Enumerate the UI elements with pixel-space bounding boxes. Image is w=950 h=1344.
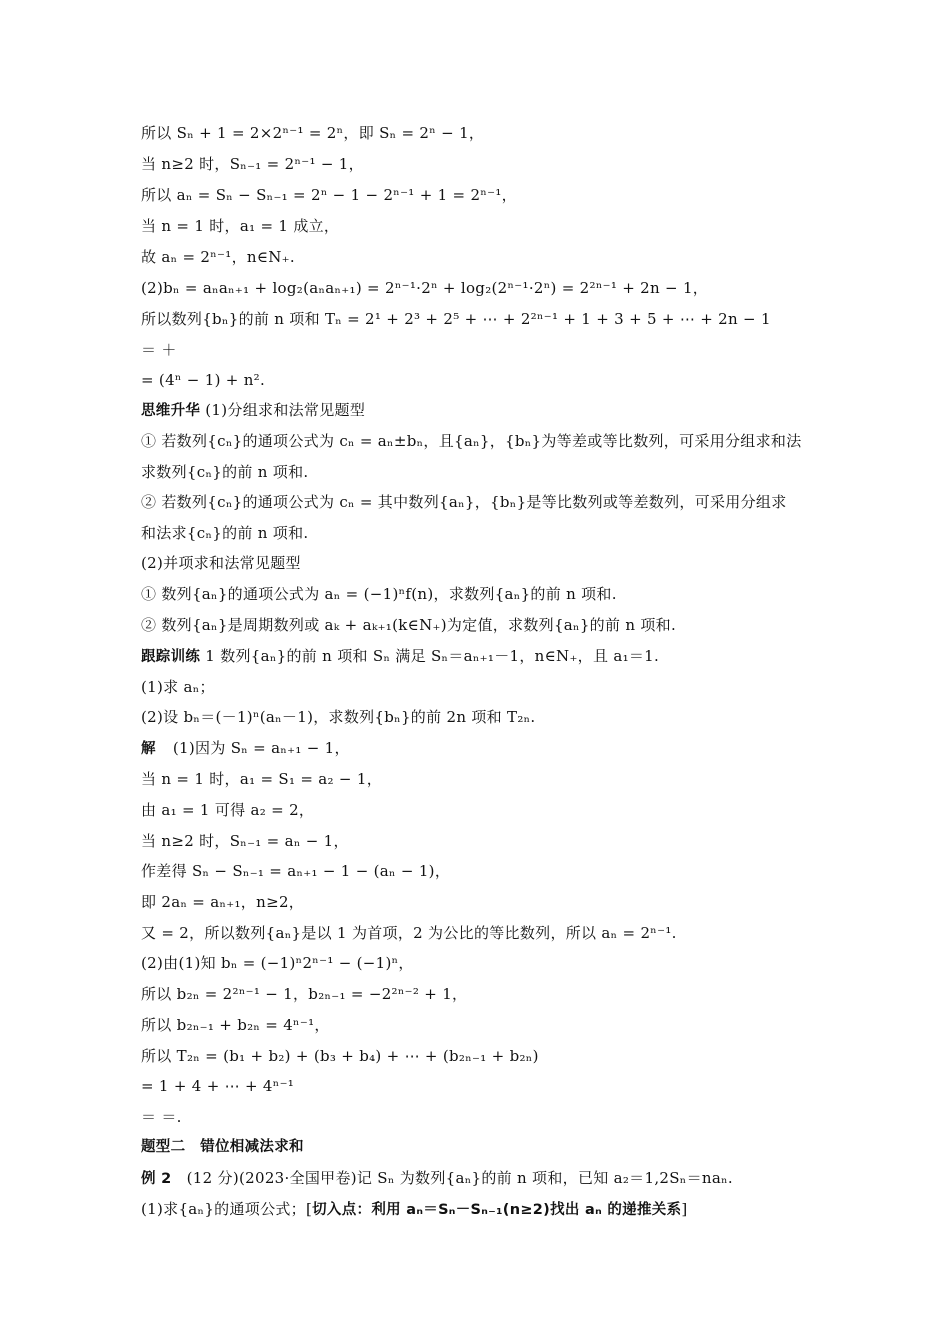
question-text: (1)求{aₙ}的通项公式；[ — [141, 1200, 313, 1218]
text-line: 当 n≥2 时，Sₙ₋₁ = aₙ − 1， — [141, 832, 349, 850]
text-line: 和法求{cₙ}的前 n 项和. — [141, 524, 309, 542]
solution-label: 解 — [141, 741, 156, 757]
text-line: 所以 T₂ₙ = (b₁ + b₂) + (b₃ + b₄) + ⋯ + (b₂ₙ₋₁ + b₂ₙ) — [141, 1047, 539, 1065]
text-line: = 1 + 4 + ⋯ + 4ⁿ⁻¹ — [141, 1077, 295, 1095]
text-line: 所以数列{bₙ}的前 n 项和 Tₙ = 2¹ + 2³ + 2⁵ + ⋯ + 2²ⁿ⁻¹ + 1 + 3 + 5 + ⋯ + 2n − 1 — [141, 310, 771, 328]
text-line: = (4ⁿ − 1) + n². — [141, 371, 266, 389]
text-line: 求数列{cₙ}的前 n 项和. — [141, 463, 309, 481]
example-label: 例 2 — [141, 1171, 172, 1187]
text-line: 所以 b₂ₙ = 2²ⁿ⁻¹ − 1，b₂ₙ₋₁ = −2²ⁿ⁻² + 1， — [141, 985, 468, 1003]
practice-heading — [141, 646, 659, 667]
text-line: 由 a₁ = 1 可得 a₂ = 2， — [141, 801, 315, 819]
hint-close: ] — [681, 1200, 688, 1218]
hint-text: 切入点：利用 aₙ＝Sₙ－Sₙ₋₁(n≥2)找出 aₙ 的递推关系 — [312, 1202, 682, 1218]
text-line: 当 n = 1 时，a₁ = 1 成立， — [141, 217, 340, 235]
text-line: 故 aₙ = 2ⁿ⁻¹，n∈N₊. — [141, 248, 295, 266]
section-heading: 题型二 错位相减法求和 — [141, 1139, 304, 1155]
text-line: 所以 aₙ = Sₙ − Sₙ₋₁ = 2ⁿ − 1 − 2ⁿ⁻¹ + 1 = 2ⁿ⁻¹， — [141, 186, 517, 204]
text-line: (2)由(1)知 bₙ = (−1)ⁿ2ⁿ⁻¹ − (−1)ⁿ， — [141, 954, 414, 972]
text-line: 当 n = 1 时，a₁ = S₁ = a₂ − 1， — [141, 770, 383, 788]
summary-heading — [141, 400, 365, 421]
text-line: ＝ ＋ — [141, 341, 177, 359]
text-line: 所以 Sₙ + 1 = 2×2ⁿ⁻¹ = 2ⁿ，即 Sₙ = 2ⁿ − 1， — [141, 124, 485, 142]
text-line: (2)bₙ = aₙaₙ₊₁ + log₂(aₙaₙ₊₁) = 2ⁿ⁻¹·2ⁿ + log₂(2ⁿ⁻¹·2ⁿ) = 2²ⁿ⁻¹ + 2n − 1， — [141, 279, 709, 297]
text-line: (2)并项求和法常见题型 — [141, 554, 301, 572]
summary-heading-text: (1)分组求和法常见题型 — [205, 401, 366, 419]
text-line: 作差得 Sₙ − Sₙ₋₁ = aₙ₊₁ − 1 − (aₙ − 1)， — [141, 862, 451, 880]
text-line: 又 = 2，所以数列{aₙ}是以 1 为首项，2 为公比的等比数列，所以 aₙ = 2ⁿ⁻¹. — [141, 924, 677, 942]
text-line: ① 若数列{cₙ}的通项公式为 cₙ = aₙ±bₙ，且{aₙ}，{bₙ}为等差或等比数列，可采用分组求和法 — [141, 432, 802, 450]
example-line — [141, 1168, 733, 1189]
text-line: (2)设 bₙ＝(－1)ⁿ(aₙ－1)，求数列{bₙ}的前 2n 项和 T₂ₙ. — [141, 708, 536, 726]
solution-line — [141, 738, 350, 759]
text-line: ＝ ＝. — [141, 1108, 182, 1126]
summary-label: 思维升华 — [141, 403, 201, 419]
text-line: ① 数列{aₙ}的通项公式为 aₙ = (−1)ⁿf(n)，求数列{aₙ}的前 n 项和. — [141, 585, 617, 603]
question-line — [141, 1199, 688, 1220]
practice-label: 跟踪训练 — [141, 649, 201, 665]
solution-text: (1)因为 Sₙ = aₙ₊₁ − 1， — [172, 739, 350, 757]
example-text: (12 分)(2023·全国甲卷)记 Sₙ 为数列{aₙ}的前 n 项和，已知 a₂＝1,2Sₙ＝naₙ. — [186, 1169, 733, 1187]
text-line: (1)求 aₙ； — [141, 678, 215, 696]
text-line: ② 数列{aₙ}是周期数列或 aₖ + aₖ₊₁(k∈N₊)为定值，求数列{aₙ}的前 n 项和. — [141, 616, 677, 634]
text-line: ② 若数列{cₙ}的通项公式为 cₙ = 其中数列{aₙ}，{bₙ}是等比数列或等差数列，可采用分组求 — [141, 493, 787, 511]
text-line: 所以 b₂ₙ₋₁ + b₂ₙ = 4ⁿ⁻¹， — [141, 1016, 330, 1034]
text-line: 即 2aₙ = aₙ₊₁，n≥2， — [141, 893, 305, 911]
practice-text: 1 数列{aₙ}的前 n 项和 Sₙ 满足 Sₙ＝aₙ₊₁－1，n∈N₊，且 a₁＝1. — [205, 647, 660, 665]
text-line: 当 n≥2 时，Sₙ₋₁ = 2ⁿ⁻¹ − 1， — [141, 155, 364, 173]
